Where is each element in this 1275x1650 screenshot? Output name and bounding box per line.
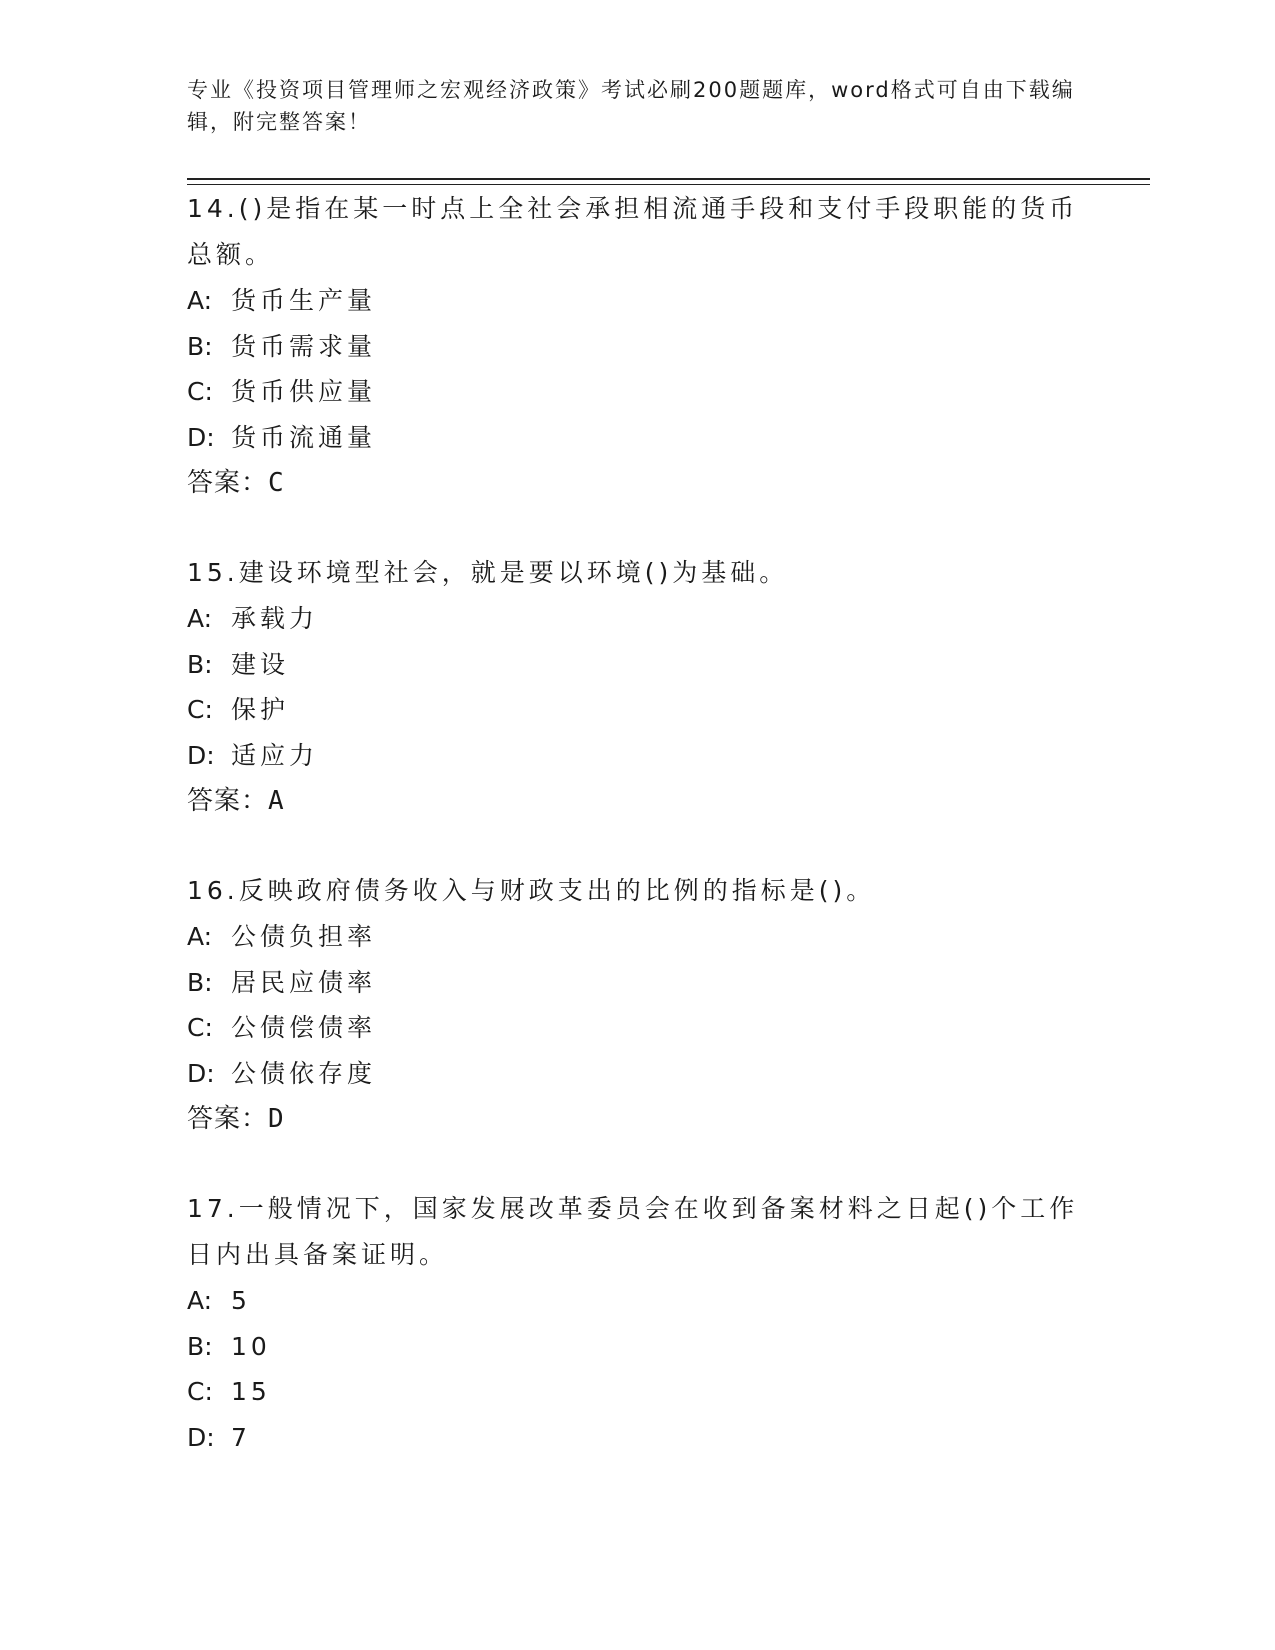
option-d	[187, 1415, 1087, 1461]
answer-value: D	[268, 1104, 285, 1134]
answer-label: 答案：	[187, 468, 269, 498]
option-b	[187, 642, 1087, 688]
option-text: 公债偿债率	[231, 1013, 377, 1042]
option-key: A:	[187, 604, 213, 633]
option-key: D:	[187, 1422, 215, 1452]
option-a	[187, 596, 1087, 642]
option-key: B:	[187, 331, 213, 361]
option-key: A:	[187, 286, 213, 315]
option-b	[187, 324, 1087, 370]
option-b	[187, 1324, 1087, 1370]
divider-line-bottom	[187, 184, 1150, 185]
option-text: 适应力	[231, 740, 319, 770]
answer-label: 答案：	[187, 786, 269, 816]
question-list	[187, 186, 1087, 1504]
option-key: D:	[187, 422, 215, 452]
option-text: 公债依存度	[231, 1058, 377, 1088]
option-a	[187, 278, 1087, 324]
option-a	[187, 1278, 1087, 1324]
header-divider	[187, 178, 1150, 185]
question-14	[187, 186, 1087, 506]
option-text: 货币生产量	[231, 286, 377, 315]
answer-value: C	[268, 468, 285, 498]
option-a	[187, 914, 1087, 960]
option-b	[187, 960, 1087, 1006]
option-text: 居民应债率	[231, 967, 377, 997]
option-c	[187, 369, 1087, 415]
option-key: C:	[187, 1013, 213, 1042]
option-text: 保护	[231, 695, 290, 724]
option-key: C:	[187, 695, 213, 724]
option-text: 5	[231, 1286, 251, 1315]
option-text: 7	[231, 1422, 251, 1452]
divider-line-top	[187, 178, 1150, 180]
question-stem: 15.建设环境型社会，就是要以环境()为基础。	[187, 558, 789, 587]
option-key: A:	[187, 1286, 213, 1315]
option-key: C:	[187, 377, 213, 406]
document-intro: 专业《投资项目管理师之宏观经济政策》考试必刷200题题库，word格式可自由下载编辑，附完整答案！	[187, 78, 1075, 134]
option-text: 建设	[231, 649, 290, 679]
option-key: C:	[187, 1377, 213, 1406]
option-d	[187, 733, 1087, 779]
option-c	[187, 687, 1087, 733]
option-key: B:	[187, 1331, 213, 1361]
option-d	[187, 415, 1087, 461]
answer-line	[187, 778, 1087, 824]
question-16	[187, 868, 1087, 1142]
option-key: B:	[187, 967, 213, 997]
answer-line	[187, 460, 1087, 506]
option-key: D:	[187, 740, 215, 770]
option-text: 公债负担率	[231, 922, 377, 951]
option-text: 货币需求量	[231, 331, 377, 361]
option-d	[187, 1051, 1087, 1097]
option-text: 货币流通量	[231, 422, 377, 452]
answer-line	[187, 1096, 1087, 1142]
answer-label: 答案：	[187, 1104, 269, 1134]
option-key: A:	[187, 922, 213, 951]
question-stem: 14.()是指在某一时点上全社会承担相流通手段和支付手段职能的货币总额。	[187, 194, 1079, 269]
question-stem: 17.一般情况下，国家发展改革委员会在收到备案材料之日起()个工作日内出具备案证明。	[187, 1194, 1079, 1269]
option-text: 货币供应量	[231, 377, 377, 406]
option-key: B:	[187, 649, 213, 679]
answer-value: A	[268, 786, 285, 816]
option-text: 15	[231, 1377, 271, 1406]
option-text: 承载力	[231, 604, 319, 633]
question-stem: 16.反映政府债务收入与财政支出的比例的指标是()。	[187, 876, 876, 905]
question-15	[187, 550, 1087, 824]
option-key: D:	[187, 1058, 215, 1088]
option-text: 10	[231, 1331, 271, 1361]
question-17	[187, 1186, 1087, 1460]
option-c	[187, 1005, 1087, 1051]
option-c	[187, 1369, 1087, 1415]
